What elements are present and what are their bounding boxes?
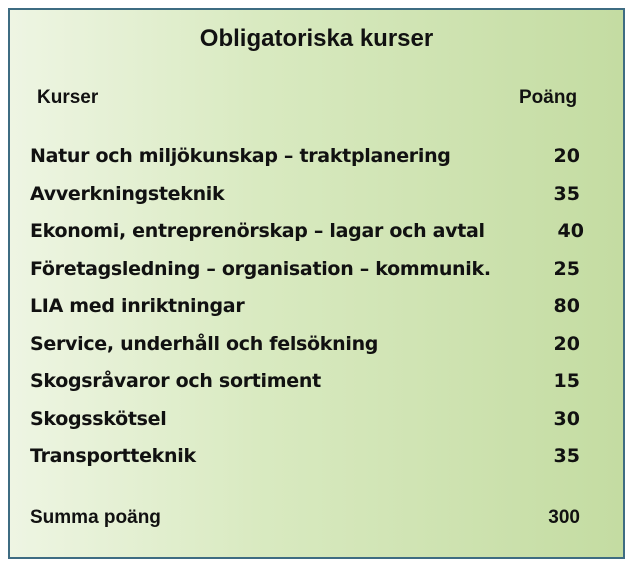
course-row (30, 141, 590, 179)
course-points: 25 (553, 257, 580, 280)
course-row (30, 404, 590, 442)
course-points: 80 (553, 295, 580, 317)
course-row (30, 329, 590, 367)
course-row (30, 366, 590, 404)
course-name: Skogsråvaror och sortiment (30, 370, 321, 392)
course-points: 35 (553, 182, 580, 205)
course-name: Natur och miljökunskap – traktplanering (30, 145, 451, 167)
course-name: Företagsledning – organisation – kommunik. (30, 257, 491, 280)
course-list (30, 141, 590, 479)
course-points: 40 (557, 220, 584, 242)
course-name: Avverkningsteknik (30, 182, 225, 205)
course-points: 35 (553, 445, 580, 467)
total-value: 300 (548, 507, 580, 528)
course-points: 30 (553, 407, 580, 430)
total-label: Summa poäng (30, 507, 161, 528)
course-row (30, 291, 590, 329)
course-row (30, 216, 590, 254)
course-row (30, 254, 590, 292)
course-row (30, 179, 590, 217)
course-points: 20 (553, 145, 580, 167)
course-name: LIA med inriktningar (30, 295, 245, 317)
course-row (30, 441, 590, 479)
course-name: Service, underhåll och felsökning (30, 332, 379, 355)
total-row (30, 504, 590, 532)
column-header-courses: Kurser (37, 87, 99, 108)
course-points: 15 (553, 370, 580, 392)
course-name: Skogsskötsel (30, 407, 167, 430)
course-name: Transportteknik (30, 445, 196, 467)
table-title: Obligatoriska kurser (199, 25, 434, 52)
column-header-points: Poäng (519, 87, 578, 108)
course-table-panel (8, 8, 625, 559)
course-points: 20 (553, 332, 580, 355)
course-name: Ekonomi, entreprenörskap – lagar och avtal (30, 220, 485, 242)
